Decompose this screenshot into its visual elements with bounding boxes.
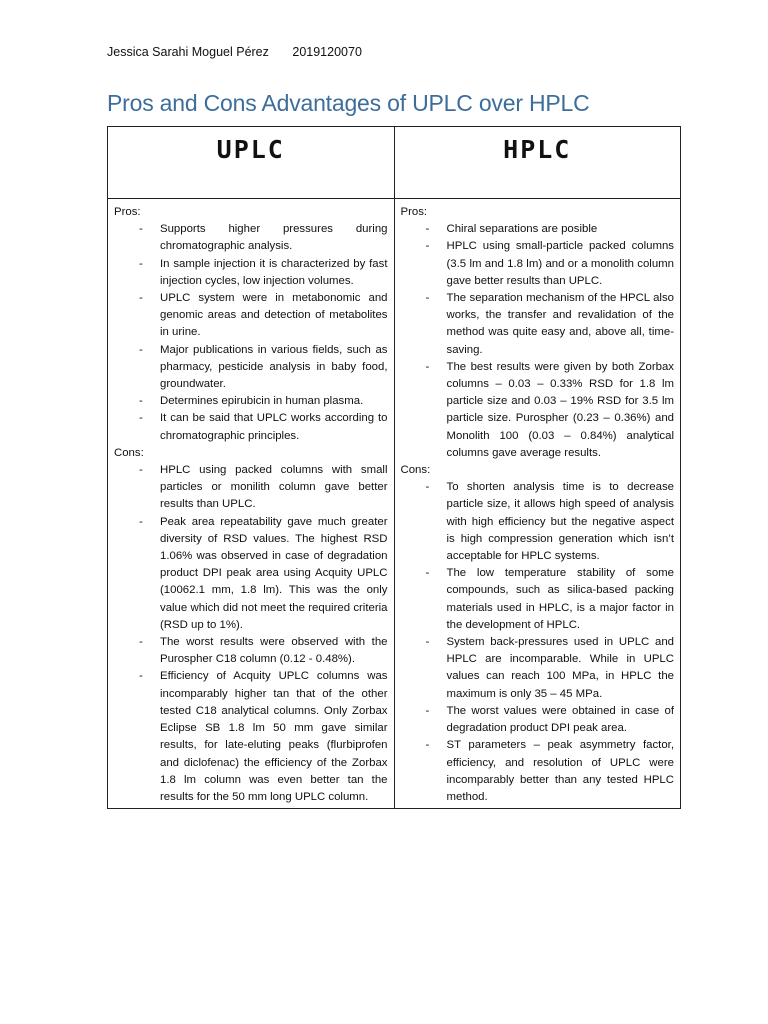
student-id: 2019120070 [292,45,362,59]
hplc-pros-list [401,221,675,462]
list-item [114,668,388,806]
dash-bullet: - [139,670,143,683]
dash-bullet: - [425,360,430,373]
list-item-text: Peak area repeatability gave much greater diversity of RSD values. The highest RSD 1.06% was observed in case of degradation product DPI peak area using Acquity UPLC (10062.1 mm, 1.8 lm). This was the only value which did not meet the required criteria (RSD up to 1%). [160,515,388,631]
table-body-row [108,199,681,809]
hplc-cell [394,199,681,809]
list-item-text: HPLC using packed columns with small particles or monilith column gave better results than UPLC. [160,464,388,511]
hplc-cons-list [401,479,675,806]
list-item [401,221,675,238]
dash-bullet: - [139,464,143,477]
list-item-text: It can be said that UPLC works according to chromatographic principles. [160,412,388,442]
list-item [114,221,388,255]
column-heading-hplc: HPLC [394,127,681,199]
uplc-content [108,199,394,808]
list-item [114,634,388,668]
dash-bullet: - [139,257,143,270]
list-item [401,565,675,634]
dash-bullet: - [425,481,430,494]
uplc-cons-list [114,462,388,806]
dash-bullet: - [139,636,143,649]
list-item [114,290,388,342]
dash-bullet: - [139,395,143,408]
list-item [401,634,675,703]
list-item-text: Major publications in various fields, such as pharmacy, pesticide analysis in baby food, groundwater. [160,343,388,391]
list-item [114,462,388,514]
dash-bullet: - [139,292,143,305]
dash-bullet: - [425,704,430,717]
document-title: Pros and Cons Advantages of UPLC over HPLC [107,90,590,116]
list-item-text: UPLC system were in metabonomic and genomic areas and detection of metabolites in urine. [160,292,388,339]
list-item-text: The best results were given by both Zorbax columns – 0.03 – 0.33% RSD for 1.8 lm particle size and 0.03 – 19% RSD for 3.5 lm particle size. Purospher (0.23 – 0.36%) and Monolith 100 (0.03 – 0.84%) analytical columns gave average results. [446,360,674,459]
comparison-table [107,126,681,809]
list-item [114,256,388,290]
uplc-cell [108,199,395,809]
dash-bullet: - [425,240,430,253]
list-item [401,479,675,565]
list-item-text: To shorten analysis time is to decrease particle size, it allows high speed of analysis with high efficiency but the negative aspect is high compression generation which isn’t acceptable for HPLC systems. [446,481,674,563]
dash-bullet: - [425,223,430,236]
list-item [114,410,388,444]
list-item [401,238,675,290]
list-item-text: Efficiency of Acquity UPLC columns was incomparably higher tan that of the other tested C18 analytical columns. Only Zorbax Eclipse SB 1.8 lm 50 mm gave similar results, for late-eluting peaks (flurbiprofen and diclofenac) the efficiency of the Zorbax 1.8 lm column was even better tan the results for the 50 mm long UPLC column. [160,670,388,803]
list-item-text: In sample injection it is characterized by fast injection cycles, low injection volumes. [160,257,388,287]
list-item-text: The worst values were obtained in case of degradation product DPI peak area. [446,704,674,735]
hplc-cons-label: Cons: [400,464,431,477]
list-item [401,737,675,806]
list-item-text: ST parameters – peak asymmetry factor, efficiency, and resolution of UPLC were incomparably better than any tested HPLC method. [446,739,674,803]
list-item [401,703,675,737]
hplc-pros-label: Pros: [400,206,428,218]
hplc-content [395,199,681,808]
list-item-text: The low temperature stability of some compounds, such as silica-based packing materials used in HPLC, is a major factor in the development of HPLC. [446,567,674,631]
list-item [401,359,675,462]
table-header-row [108,127,681,199]
list-item-text: Supports higher pressures during chromatographic analysis. [160,223,388,253]
list-item-text: HPLC using small-particle packed columns (3.5 lm and 1.8 lm) and or a monolith column gave better results than UPLC. [446,240,674,287]
dash-bullet: - [139,412,143,425]
dash-bullet: - [139,515,143,528]
list-item-text: Determines epirubicin in human plasma. [160,395,364,408]
list-item-text: The separation mechanism of the HPCL also works, the transfer and revalidation of the method was quite easy and, above all, time-saving. [446,292,674,356]
uplc-cons-label: Cons: [114,446,144,459]
list-item-text: The worst results were observed with the Purospher C18 column (0.12 - 0.48%). [160,636,388,666]
column-heading-uplc: UPLC [108,127,395,199]
dash-bullet: - [425,739,430,752]
list-item [401,290,675,359]
list-item [114,393,388,410]
dash-bullet: - [425,292,430,305]
dash-bullet: - [425,636,430,649]
list-item-text: Chiral separations are posible [446,223,598,236]
uplc-pros-list [114,221,388,445]
list-item-text: System back-pressures used in UPLC and HPLC are incomparable. While in UPLC values can reach 100 MPa, in HPLC the maximum is only 35 – 45 MPa. [446,636,674,700]
dash-bullet: - [425,567,430,580]
dash-bullet: - [139,343,143,356]
uplc-pros-label: Pros: [114,206,141,218]
dash-bullet: - [139,223,143,236]
author-line [107,45,362,59]
list-item [114,342,388,394]
list-item [114,514,388,634]
author-name: Jessica Sarahi Moguel Pérez [107,45,269,59]
